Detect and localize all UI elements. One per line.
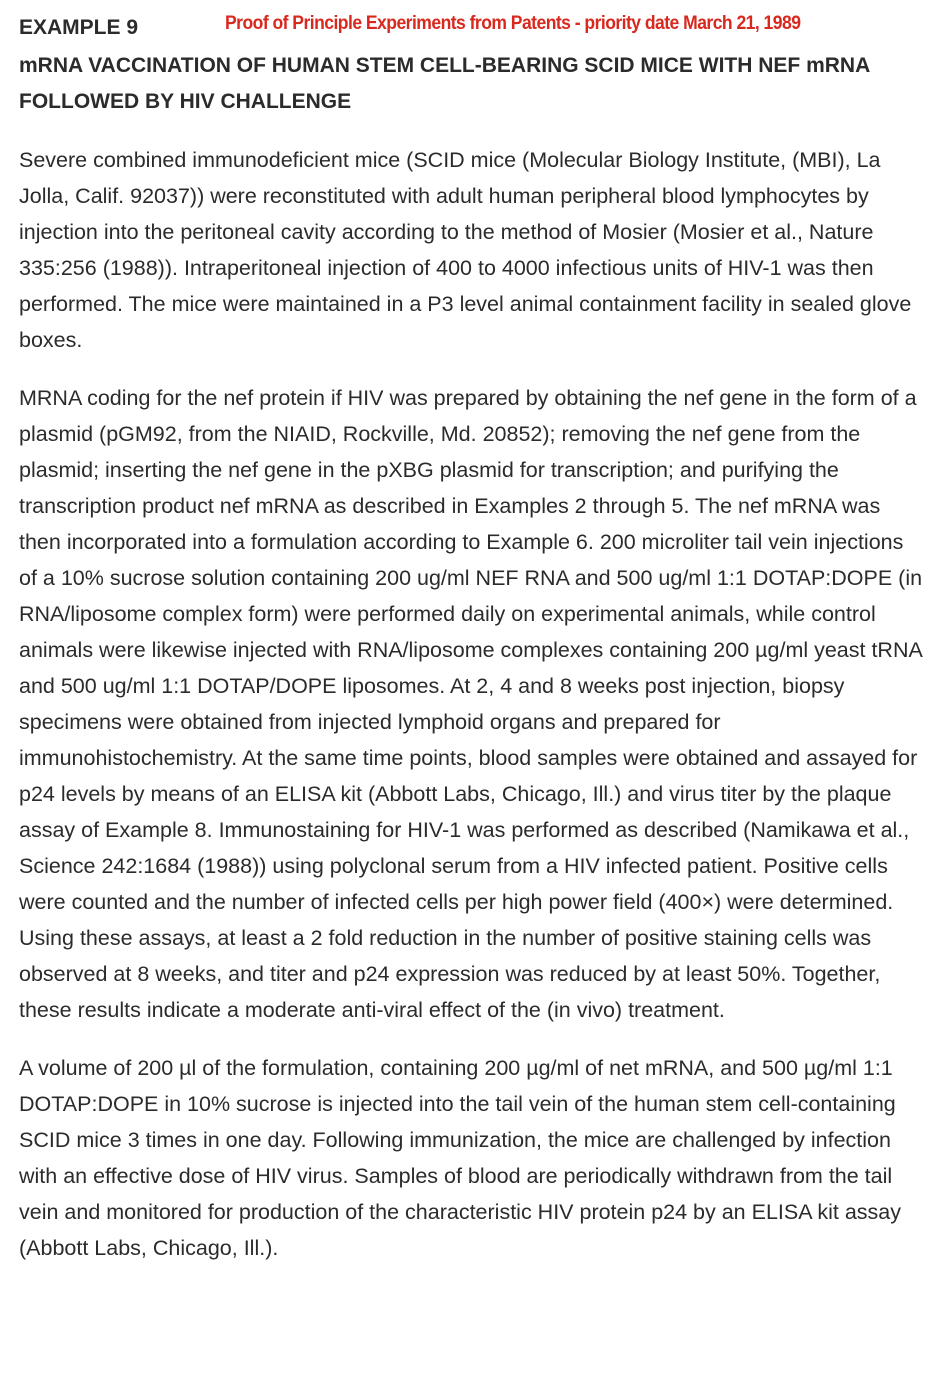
priority-date-banner: Proof of Principle Experiments from Patents - priority date March 21, 1989 [225, 12, 801, 34]
header-line [19, 12, 924, 48]
paragraph-immunization: A volume of 200 µl of the formulation, containing 200 µg/ml of net mRNA, and 500 µg/ml 1:1 DOTAP:DOPE in 10% sucrose is injected into the tail vein of the human stem cell-containing SCID mice 3 times in one day. Following immunization, the mice are challenged by infection with an effective dose of HIV virus. Samples of blood are periodically withdrawn from the tail vein and monitored for production of the characteristic HIV protein p24 by an ELISA kit assay (Abbott Labs, Chicago, Ill.). [19, 1056, 901, 1260]
example-label: EXAMPLE 9 [19, 16, 139, 39]
document-page [19, 12, 924, 1266]
paragraph-nef-mrna: MRNA coding for the nef protein if HIV was prepared by obtaining the nef gene in the form of a plasmid (pGM92, from the NIAID, Rockville, Md. 20852); removing the nef gene from the plasmid; inserting the nef gene in the pXBG plasmid for transcription; and purifying the transcription product nef mRNA as described in Examples 2 through 5. The nef mRNA was then incorporated into a formulation according to Example 6. 200 microliter tail vein injections of a 10% sucrose solution containing 200 ug/ml NEF RNA and 500 ug/ml 1:1 DOTAP:DOPE (in RNA/liposome complex form) were performed daily on experimental animals, while control animals were likewise injected with RNA/liposome complexes containing 200 µg/ml yeast tRNA and 500 ug/ml 1:1 DOTAP/DOPE liposomes. At 2, 4 and 8 weeks post injection, biopsy specimens were obtained from injected lymphoid organs and prepared for immunohistochemistry. At the same time points, blood samples were obtained and assayed for p24 levels by means of an ELISA kit (Abbott Labs, Chicago, Ill.) and virus titer by the plaque assay of Example 8. Immunostaining for HIV-1 was performed as described (Namikawa et al., Science 242:1684 (1988)) using polyclonal serum from a HIV infected patient. Positive cells were counted and the number of infected cells per high power field (400×) were determined. Using these assays, at least a 2 fold reduction in the number of positive staining cells was observed at 8 weeks, and titer and p24 expression was reduced by at least 50%. Together, these results indicate a moderate anti-viral effect of the (in vivo) treatment. [19, 386, 923, 1022]
paragraph-scid-mice: Severe combined immunodeficient mice (SCID mice (Molecular Biology Institute, (MBI), La Jolla, Calif. 92037)) were reconstituted with adult human peripheral blood lymphocytes by injection into the peritoneal cavity according to the method of Mosier (Mosier et al., Nature 335:256 (1988)). Intraperitoneal injection of 400 to 4000 infectious units of HIV-1 was then performed. The mice were maintained in a P3 level animal containment facility in sealed glove boxes. [19, 148, 912, 352]
example-title: mRNA VACCINATION OF HUMAN STEM CELL-BEARING SCID MICE WITH NEF mRNA FOLLOWED BY HIV CHALLENGE [19, 54, 870, 113]
